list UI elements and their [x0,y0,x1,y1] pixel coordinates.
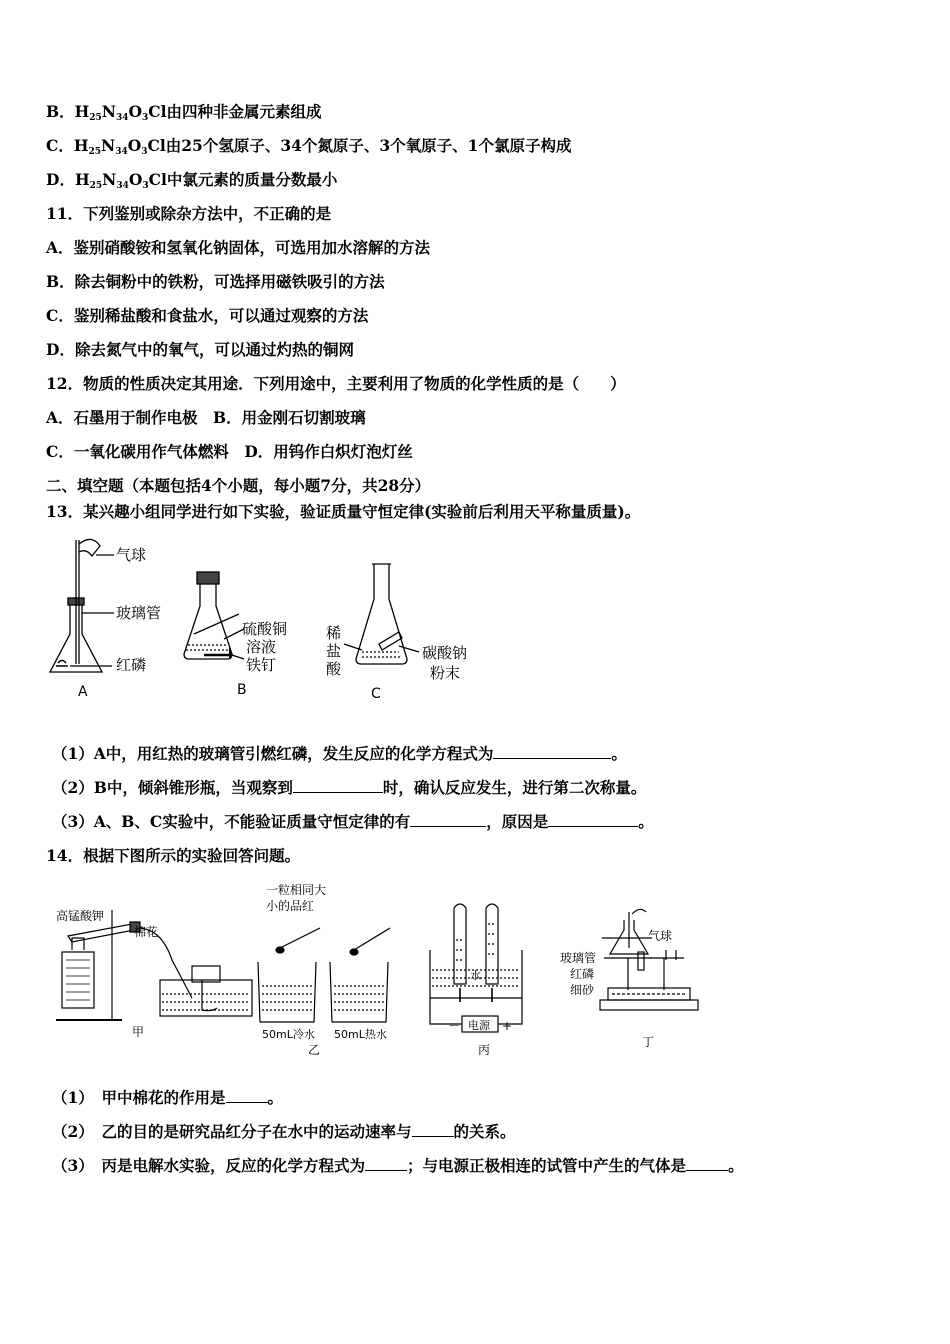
q14-stem: 14．根据下图所示的实验回答问题。 [46,846,301,865]
q14-label-plus: + [502,1019,513,1033]
q14-label-sand: 细砂 [570,983,595,997]
q14-label-balloon: 气球 [648,929,673,943]
q13-label-hcl-3: 酸 [326,660,342,678]
q14-label-water: 水 [470,969,481,982]
q13-label-cuso4-2: 溶液 [246,638,277,656]
q14-label-ding: 丁 [642,1035,655,1049]
q13-part2: （2）B中，倾斜锥形瓶，当观察到 时，确认反应发生，进行第二次称量。 [52,778,647,797]
q12-options-cd: C．一氧化碳用作气体燃料 D．用钨作白炽灯泡灯丝 [46,442,413,461]
q14-label-cold: 50mL冷水 [262,1028,315,1041]
q14-label-kmno4: 高锰酸钾 [56,909,105,923]
q14-label-power: 电源 [468,1019,490,1032]
q14-label-yi: 乙 [308,1043,321,1057]
q13-label-red-p: 红磷 [116,656,147,674]
q13-label-cuso4-1: 硫酸铜 [242,620,288,638]
q14-label-jia: 甲 [132,1025,145,1039]
q13-part3: （3）A、B、C实验中，不能验证质量守恒定律的有 ，原因是 。 [52,812,654,831]
q14-label-bing: 丙 [478,1043,491,1057]
q14-part3: （3） 丙是电解水实验，反应的化学方程式为 ；与电源正极相连的试管中产生的气体是 。 [52,1156,744,1175]
q13-stem: 13．某兴趣小组同学进行如下实验，验证质量守恒定律(实验前后利用天平称量质量)。 [46,502,641,521]
q13-label-hcl-2: 盐 [326,642,342,660]
q14-label-red-p: 红磷 [570,967,595,981]
q10-option-b: B．$H_{25}N_{34}O_3Cl$由四种非金属元素组成 [46,102,322,123]
q13-label-nail: 铁钉 [246,656,277,674]
q13-figure [44,534,484,704]
q14-part2: （2） 乙的目的是研究品红分子在水中的运动速率与 的关系。 [52,1122,516,1141]
q13-label-c: C [371,686,381,702]
q10-option-c: C．$H_{25}N_{34}O_3Cl$由25个氢原子、34个氮原子、3个氧原子、1个氯原子构成 [46,136,572,157]
q14-label-pinhong-2: 小的品红 [266,899,315,913]
q13-label-balloon: 气球 [116,546,147,564]
q12-options-ab: A．石墨用于制作电极 B．用金刚石切割玻璃 [46,408,366,427]
q13-label-a: A [78,684,88,700]
q13-label-glass-tube: 玻璃管 [116,604,162,622]
q11-option-b: B．除去铜粉中的铁粉，可选择用磁铁吸引的方法 [46,272,385,291]
q13-label-na2co3-1: 碳酸钠 [422,644,468,662]
q13-label-na2co3-2: 粉末 [430,664,461,682]
q12-stem: 12．物质的性质决定其用途．下列用途中，主要利用了物质的化学性质的是（ ） [46,374,626,393]
q14-part1: （1） 甲中棉花的作用是 。 [52,1088,284,1107]
q14-label-hot: 50mL热水 [334,1028,387,1041]
q13-part1: （1）A中，用红热的玻璃管引燃红磷，发生反应的化学方程式为 。 [52,744,627,763]
q14-label-cotton: 棉花 [134,925,159,939]
q11-option-d: D．除去氮气中的氧气，可以通过灼热的铜网 [46,340,354,359]
q11-option-c: C．鉴别稀盐酸和食盐水，可以通过观察的方法 [46,306,369,325]
q14-label-tube: 玻璃管 [560,951,597,965]
q14-figure [52,880,702,1058]
q14-label-pinhong-1: 一粒相同大 [266,883,327,897]
q13-label-b: B [237,682,247,698]
q11-option-a: A．鉴别硝酸铵和氢氧化钠固体，可选用加水溶解的方法 [46,238,431,257]
section2-title: 二、填空题（本题包括4个小题，每小题7分，共28分） [46,476,431,495]
q14-label-minus: － [448,1019,461,1033]
q11-stem: 11．下列鉴别或除杂方法中，不正确的是 [46,204,332,223]
q13-label-hcl-1: 稀 [326,624,342,642]
q10-option-d: D．$H_{25}N_{34}O_3Cl$中氯元素的质量分数最小 [46,170,338,191]
